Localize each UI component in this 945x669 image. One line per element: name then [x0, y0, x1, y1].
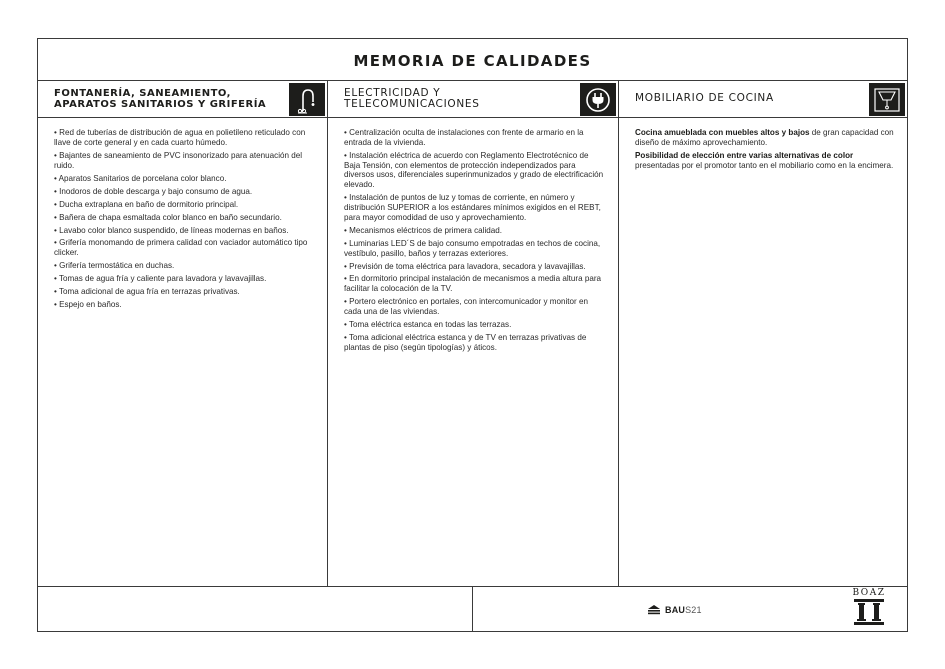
section-title: ELECTRICIDAD Y TELECOMUNICACIONES	[344, 86, 480, 110]
list-item: • Grifería monomando de primera calidad con vaciador automático tipo clicker.	[54, 238, 315, 258]
baus-roof-icon	[647, 604, 661, 615]
list-item: • Instalación eléctrica de acuerdo con Reglamento Electrotécnico de Baja Tensión, con elementos de protección independizados para diversos usos, diferenciales superinmunizados y grado de electrificación elevado.	[344, 151, 606, 190]
faucet-icon	[289, 83, 325, 116]
list-item: • Previsión de toma eléctrica para lavadora, secadora y lavavajillas.	[344, 262, 606, 272]
section-header	[38, 81, 327, 118]
list-item: • Bañera de chapa esmaltada color blanco en baño secundario.	[54, 213, 315, 223]
list-item: • Luminarias LED´S de bajo consumo empotradas en techos de cocina, vestíbulo, pasillo, baños y terrazas exteriores.	[344, 239, 606, 259]
footer	[38, 586, 907, 631]
list-item: • Tomas de agua fría y caliente para lavadora y lavavajillas.	[54, 274, 315, 284]
paragraph-bold: Cocina amueblada con muebles altos y bajos	[635, 128, 810, 137]
list-item: • Grifería termostática en duchas.	[54, 261, 315, 271]
section-header	[619, 81, 907, 118]
list-item: • Instalación de puntos de luz y tomas de corriente, en número y distribución SUPERIOR a los estándares mínimos exigidos en el REBT, para mayor comodidad de uso y aprovechamiento.	[344, 193, 606, 222]
sections	[38, 81, 907, 586]
boaz-columns-icon	[854, 599, 884, 625]
list-item: • Bajantes de saneamiento de PVC insonorizado para atenuación del ruido.	[54, 151, 315, 171]
list-item: • Toma eléctrica estanca en todas las terrazas.	[344, 320, 606, 330]
list-item: • Red de tuberías de distribución de agua en polietileno reticulado con llave de corte general y en cada cuarto húmedo.	[54, 128, 315, 148]
page-title: MEMORIA DE CALIDADES	[353, 51, 592, 70]
paragraph-text: presentadas por el promotor tanto en el mobiliario como en la encimera.	[635, 160, 894, 170]
paragraph	[635, 128, 895, 148]
section-title: FONTANERÍA, SANEAMIENTO, APARATOS SANITARIOS Y GRIFERÍA	[54, 87, 267, 110]
baus-logo	[647, 604, 702, 615]
section-kitchen	[619, 81, 907, 586]
title-bar	[38, 39, 907, 81]
section-body	[328, 118, 618, 353]
footer-left-cell	[38, 587, 473, 631]
list-item: • Portero electrónico en portales, con intercomunicador y monitor en cada una de las viviendas.	[344, 297, 606, 317]
list-item: • Aparatos Sanitarios de porcelana color blanco.	[54, 174, 315, 184]
boaz-logo	[852, 589, 886, 627]
section-header	[328, 81, 618, 118]
list-item: • Lavabo color blanco suspendido, de líneas modernas en baños.	[54, 226, 315, 236]
section-body	[38, 118, 327, 310]
section-plumbing	[38, 81, 328, 586]
baus-light: S21	[685, 604, 702, 615]
list-item: • Inodoros de doble descarga y bajo consumo de agua.	[54, 187, 315, 197]
section-electricity	[328, 81, 619, 586]
kitchen-hood-icon	[869, 83, 905, 116]
paragraph-bold: Posibilidad de elección entre varias alternativas de color	[635, 150, 854, 160]
quality-specs-sheet	[37, 38, 908, 632]
list-item: • Centralización oculta de instalaciones con frente de armario en la entrada de la vivienda.	[344, 128, 606, 148]
boaz-wordmark: BOAZ	[852, 588, 886, 598]
list-item: • En dormitorio principal instalación de mecanismos a media altura para facilitar la colocación de la TV.	[344, 274, 606, 294]
section-title: MOBILIARIO DE COCINA	[635, 92, 774, 105]
list-item: • Toma adicional eléctrica estanca y de TV en terrazas privativas de plantas de piso (según tipologías) y áticos.	[344, 333, 606, 353]
footer-right-cell	[473, 587, 907, 631]
list-item: • Toma adicional de agua fría en terrazas privativas.	[54, 287, 315, 297]
baus-wordmark	[665, 605, 702, 615]
paragraph	[635, 151, 895, 171]
list-item: • Espejo en baños.	[54, 300, 315, 310]
list-item: • Mecanismos eléctricos de primera calidad.	[344, 226, 606, 236]
section-body	[619, 118, 907, 170]
list-item: • Ducha extraplana en baño de dormitorio principal.	[54, 200, 315, 210]
paragraph-text: de gran capacidad con diseño de máximo aprovechamiento.	[635, 128, 894, 147]
plug-icon	[580, 83, 616, 116]
baus-strong: BAU	[665, 604, 686, 615]
